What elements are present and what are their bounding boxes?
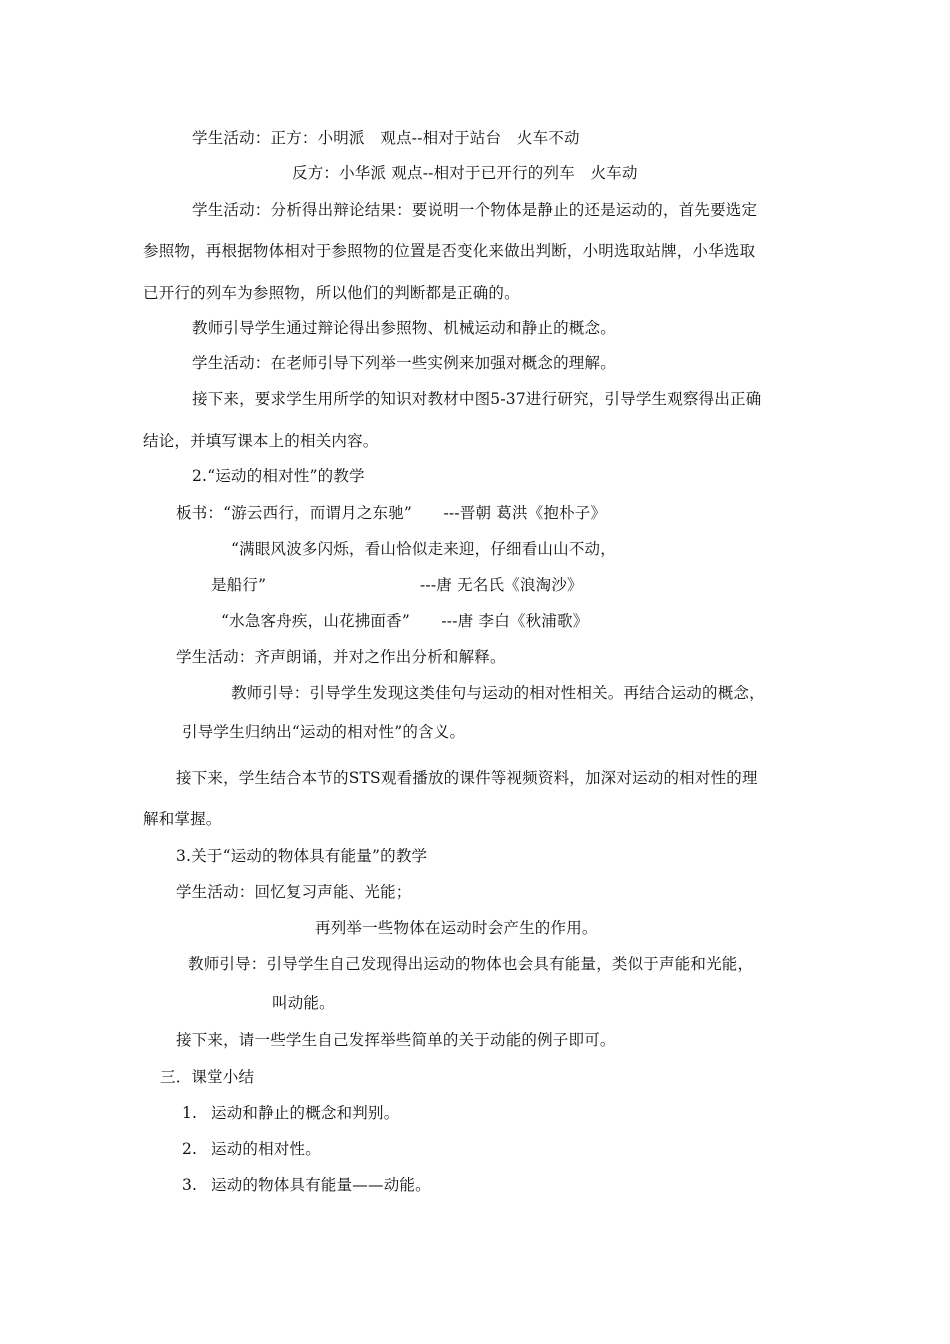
paragraph-line: 解和掌握。: [143, 810, 222, 828]
paragraph-line: 是船行”: [211, 576, 267, 594]
paragraph-line: “水急客舟疾，山花拂面香” ---唐 李白《秋浦歌》: [221, 612, 589, 630]
section-heading: 三．课堂小结: [160, 1068, 255, 1086]
summary-item-number: 3.: [182, 1176, 198, 1194]
paragraph-line: “满眼风波多闪烁，看山恰似走来迎，仔细看山山不动，: [231, 540, 616, 558]
paragraph-line: 接下来，要求学生用所学的知识对教材中图5-37进行研究，引导学生观察得出正确: [192, 390, 762, 408]
paragraph-line: 引导学生归纳出“运动的相对性”的含义。: [182, 723, 466, 741]
paragraph-line: 已开行的列车为参照物，所以他们的判断都是正确的。: [143, 284, 520, 302]
section-heading: 2.“运动的相对性”的教学: [192, 467, 365, 485]
summary-item-text: 运动的物体具有能量——动能。: [211, 1176, 431, 1194]
paragraph-line: 学生活动：在老师引导下列举一些实例来加强对概念的理解。: [192, 354, 616, 372]
paragraph-line: 叫动能。: [272, 994, 335, 1012]
summary-item-number: 1.: [182, 1104, 198, 1122]
paragraph-line: 教师引导：引导学生自己发现得出运动的物体也会具有能量，类似于声能和光能，: [188, 955, 754, 973]
paragraph-line: 教师引导学生通过辩论得出参照物、机械运动和静止的概念。: [192, 319, 616, 337]
paragraph-line: ---唐 无名氏《浪淘沙》: [420, 576, 583, 594]
paragraph-line: 学生活动：分析得出辩论结果：要说明一个物体是静止的还是运动的，首先要选定: [192, 201, 758, 219]
summary-item-text: 运动的相对性。: [211, 1140, 321, 1158]
summary-item-number: 2.: [182, 1140, 198, 1158]
paragraph-line: 学生活动：回忆复习声能、光能；: [176, 883, 412, 901]
summary-item-text: 运动和静止的概念和判别。: [211, 1104, 400, 1122]
paragraph-line: 再列举一些物体在运动时会产生的作用。: [315, 919, 598, 937]
paragraph-line: 学生活动：齐声朗诵，并对之作出分析和解释。: [176, 648, 506, 666]
paragraph-line: 参照物，再根据物体相对于参照物的位置是否变化来做出判断，小明选取站牌，小华选取: [143, 242, 756, 260]
paragraph-line: 接下来，学生结合本节的STS观看播放的课件等视频资料，加深对运动的相对性的理: [176, 769, 758, 787]
paragraph-line: 学生活动：正方：小明派 观点--相对于站台 火车不动: [192, 129, 580, 147]
paragraph-line: 结论，并填写课本上的相关内容。: [143, 432, 379, 450]
section-heading: 3.关于“运动的物体具有能量”的教学: [176, 847, 428, 865]
paragraph-line: 教师引导：引导学生发现这类佳句与运动的相对性相关。再结合运动的概念，: [231, 684, 765, 702]
paragraph-line: 板书：“游云西行，而谓月之东驰” ---晋朝 葛洪《抱朴子》: [176, 504, 607, 522]
paragraph-line: 反方：小华派 观点--相对于已开行的列车 火车动: [292, 164, 638, 182]
paragraph-line: 接下来，请一些学生自己发挥举些简单的关于动能的例子即可。: [176, 1031, 616, 1049]
